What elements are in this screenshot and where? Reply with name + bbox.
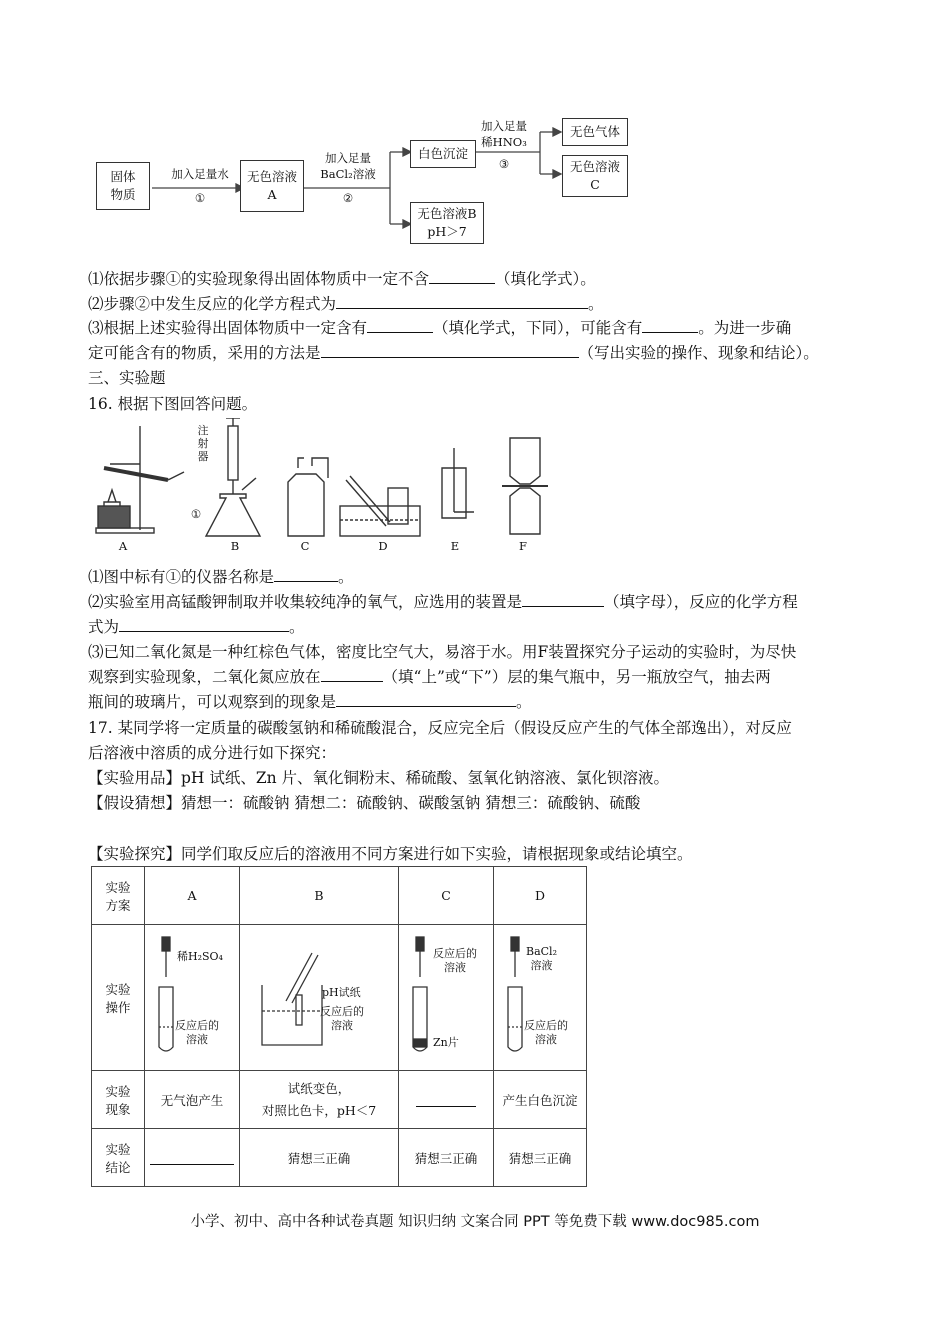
q15-p3-text-tail: （写出实验的操作、现象和结论）。: [578, 344, 819, 362]
q16-p1-text-end: 。: [338, 568, 354, 586]
box-white-precipitate: 白色沉淀: [410, 140, 476, 168]
op-d-top-label: BaCl₂ 溶液: [526, 945, 557, 972]
conclusion-d: 猜想三正确: [494, 1129, 587, 1187]
conclusion-a: [145, 1129, 240, 1187]
dropper-tube-c: [405, 931, 435, 1061]
table-row: [92, 1129, 587, 1187]
label-d: D: [378, 539, 388, 553]
q15-part3-cont: [88, 341, 819, 365]
label-add-water: 加入足量水: [171, 167, 229, 181]
label-add-hno3-1: 加入足量: [481, 119, 527, 133]
operation-d: [494, 925, 587, 1071]
q15-part1: [88, 267, 596, 291]
box-solution-a: 无色溶液 A: [240, 160, 304, 212]
op-b-bottom-label: 反应后的 溶液: [320, 1005, 364, 1032]
label-f: F: [519, 539, 527, 553]
column-header: A: [145, 867, 240, 925]
row-header: 实验 操作: [92, 925, 145, 1071]
row-header: 实验 现象: [92, 1071, 145, 1129]
answer-blank[interactable]: [336, 690, 516, 707]
box-solution-c: 无色溶液 C: [562, 155, 628, 197]
answer-blank[interactable]: [642, 316, 698, 333]
q16-part3: ⑶已知二氧化氮是一种红棕色气体，密度比空气大，易溶于水。用F装置探究分子运动的实验时，为尽快: [88, 643, 797, 661]
answer-blank[interactable]: [150, 1148, 234, 1165]
row-header: 实验 方案: [92, 867, 145, 925]
op-d-bottom-label: 反应后的 溶液: [524, 1019, 568, 1046]
q15-p1-text-end: （填化学式）。: [495, 270, 596, 288]
mark-1: ①: [190, 507, 202, 521]
q15-part2: [88, 292, 604, 316]
operation-a: [145, 925, 240, 1071]
page-footer: 小学、初中、高中各种试卷真题 知识归纳 文案合同 PPT 等免费下载 www.doc985.com: [190, 1214, 760, 1230]
syringe-label: 注 射 器: [197, 424, 209, 463]
op-a-top-label: 稀H₂SO₄: [177, 950, 223, 963]
op-b-paper-label: pH试纸: [322, 986, 361, 999]
column-header: C: [399, 867, 494, 925]
answer-blank[interactable]: [416, 1090, 476, 1107]
column-header: B: [240, 867, 399, 925]
phenomenon-d: 产生白色沉淀: [494, 1071, 587, 1129]
q16-p3-text-mid: （填“上”或“下”）层的集气瓶中，另一瓶放空气，抽去两: [382, 668, 771, 686]
q15-p2-text-end: 。: [588, 295, 604, 313]
label-a: A: [118, 539, 128, 553]
q15-p3-text: ⑶根据上述实验得出固体物质中一定含有: [88, 319, 368, 337]
q15-part3: [88, 316, 791, 340]
q17-hypothesis: 【假设猜想】猜想一：硫酸钠 猜想二：硫酸钠、碳酸氢钠 猜想三：硫酸钠、硫酸: [88, 794, 641, 812]
box-solid: 固体 物质: [96, 162, 150, 210]
phenomenon-b: 试纸变色， 对照比色卡，pH＜7: [240, 1071, 399, 1129]
operation-b: [240, 925, 399, 1071]
section-heading: 三、实验题: [88, 369, 166, 387]
q16-p3-text: 观察到实验现象，二氧化氮应放在: [88, 668, 321, 686]
answer-blank[interactable]: [336, 292, 588, 309]
answer-blank[interactable]: [522, 590, 604, 607]
label-add-bacl2-1: 加入足量: [325, 151, 371, 165]
label-b: B: [230, 539, 240, 553]
q16-p2-text-end: （填字母），反应的化学方程: [604, 593, 798, 611]
q16-p3-text-cont: 瓶间的玻璃片，可以观察到的现象是: [88, 693, 337, 711]
q16-part2-cont: [88, 615, 305, 639]
op-a-bottom-label: 反应后的 溶液: [175, 1019, 219, 1046]
label-step2: ②: [342, 191, 354, 205]
label-step3: ③: [498, 157, 510, 171]
q15-p2-text: ⑵步骤②中发生反应的化学方程式为: [88, 295, 337, 313]
table-row: [92, 925, 587, 1071]
q17-supplies: 【实验用品】pH 试纸、Zn 片、氧化铜粉末、稀硫酸、氢氧化钠溶液、氯化钡溶液。: [88, 769, 670, 787]
label-add-bacl2-2: BaCl₂溶液: [320, 167, 376, 181]
q16-part3-end: [88, 690, 532, 714]
apparatus-figure: [90, 418, 550, 553]
conclusion-c: 猜想三正确: [399, 1129, 494, 1187]
phenomenon-a: 无气泡产生: [145, 1071, 240, 1129]
q17-explore: 【实验探究】同学们取反应后的溶液用不同方案进行如下实验，请根据现象或结论填空。: [88, 845, 693, 863]
q15-p3-text-mid: （填化学式，下同），可能含有: [433, 319, 643, 337]
phenomenon-c: [399, 1071, 494, 1129]
op-c-top-label: 反应后的 溶液: [433, 947, 477, 974]
answer-blank[interactable]: [367, 316, 433, 333]
experiment-table: [91, 866, 587, 1187]
q16-part2: [88, 590, 798, 614]
conclusion-b: 猜想三正确: [240, 1129, 399, 1187]
q16-p2-text-cont: 式为: [88, 618, 120, 636]
box-solution-b: 无色溶液B pH＞7: [410, 202, 484, 244]
label-add-hno3-2: 稀HNO₃: [481, 135, 527, 149]
answer-blank[interactable]: [321, 341, 579, 358]
q16-p1-text: ⑴图中标有①的仪器名称是: [88, 568, 275, 586]
label-e: E: [450, 539, 460, 553]
table-row: [92, 1071, 587, 1129]
q17-stem-1: 17. 某同学将一定质量的碳酸氢钠和稀硫酸混合，反应完全后（假设反应产生的气体全部逸出），对反应: [88, 719, 792, 737]
row-header: 实验 结论: [92, 1129, 145, 1187]
answer-blank[interactable]: [429, 267, 495, 284]
q15-p3-text-cont: 定可能含有的物质，采用的方法是: [88, 344, 321, 362]
operation-c: [399, 925, 494, 1071]
q16-part1: [88, 565, 354, 589]
box-colorless-gas: 无色气体: [562, 118, 628, 146]
q16-stem: 16. 根据下图回答问题。: [88, 395, 258, 413]
q16-p2-text: ⑵实验室用高锰酸钾制取并收集较纯净的氧气，应选用的装置是: [88, 593, 523, 611]
q15-p1-text: ⑴依据步骤①的实验现象得出固体物质中一定不含: [88, 270, 430, 288]
column-header: D: [494, 867, 587, 925]
label-c: C: [300, 539, 310, 553]
q16-p2-text-tail: 。: [289, 618, 305, 636]
label-step1: ①: [194, 191, 206, 205]
q16-part3-cont: [88, 665, 771, 689]
answer-blank[interactable]: [119, 615, 289, 632]
q15-p3-text-end: 。为进一步确: [698, 319, 792, 337]
op-c-zn-label: Zn片: [433, 1036, 459, 1049]
q17-stem-2: 后溶液中溶质的成分进行如下探究：: [88, 744, 337, 762]
q16-p3-text-tail: 。: [516, 693, 532, 711]
answer-blank[interactable]: [274, 565, 338, 582]
answer-blank[interactable]: [321, 665, 383, 682]
table-row: [92, 867, 587, 925]
